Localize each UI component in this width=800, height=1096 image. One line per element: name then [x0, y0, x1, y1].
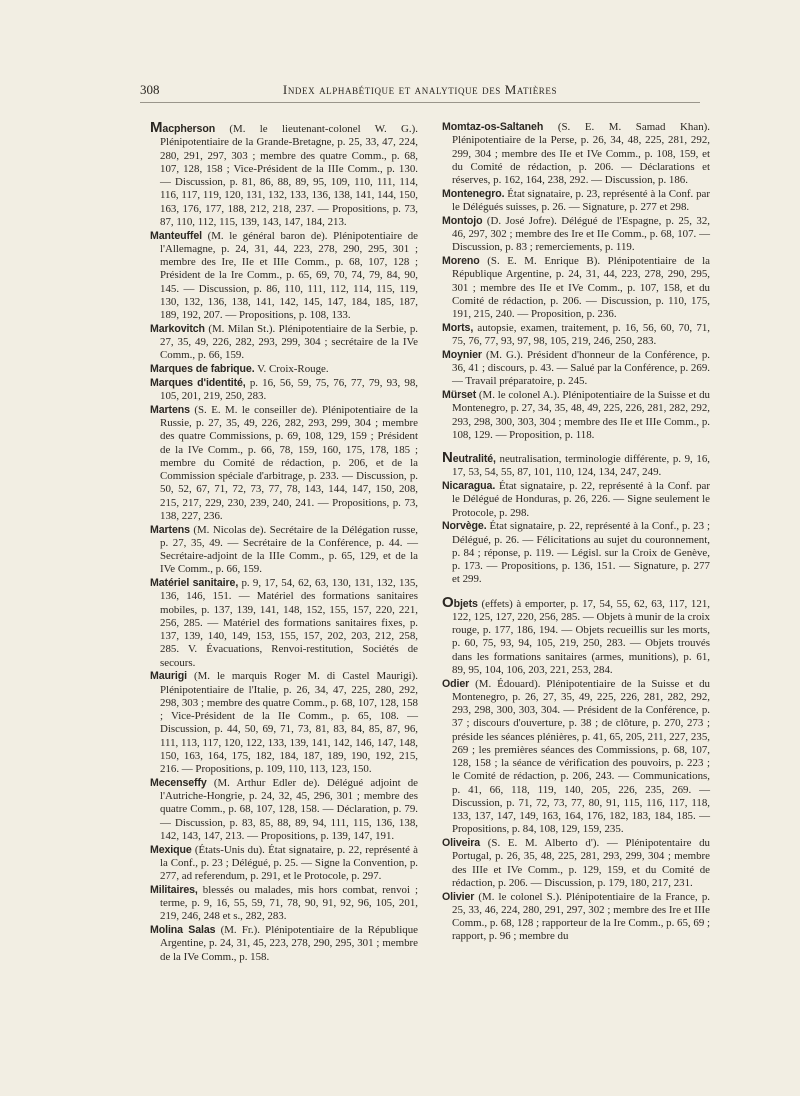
- entry-headword: [442, 215, 482, 227]
- entry-headword-text: Marques d'identité,: [150, 376, 246, 389]
- index-entry: [442, 593, 710, 678]
- index-entry: [150, 230, 418, 323]
- entry-headword-text: Martens: [150, 403, 190, 416]
- entry-headword-text: Nicaragua.: [442, 480, 496, 492]
- index-entry: [150, 524, 418, 577]
- entry-text: V. Croix-Rouge.: [254, 363, 329, 375]
- entry-headword-text: Montenegro.: [442, 187, 505, 200]
- entry-headword: [442, 520, 487, 532]
- entry-headword-text: Militaires,: [150, 883, 198, 896]
- index-entry: [150, 404, 418, 523]
- index-entry: [150, 121, 418, 229]
- section-initial: N: [442, 449, 453, 466]
- entry-headword: [150, 844, 192, 856]
- entry-text: p. 9, 17, 54, 62, 63, 130, 131, 132, 135, 136, 146, 151. — Matériel des formations sanitaires mobiles, p. 137, 139, 141, 148, 152, 155, 157, 220, 221, 256, 285. — Matériel des formations sanitaires fixes, p. 137, 139, 140, 149, 153, 155, 157, 202, 203, 212, 258, 285. V. Évacuations, Renvoi-restitution, Sociétés de secours.: [160, 577, 419, 669]
- index-entry: [442, 255, 710, 321]
- entry-headword: [442, 322, 473, 334]
- right-column: [442, 121, 710, 944]
- entry-headword-text: Martens: [150, 523, 190, 536]
- entry-headword: [442, 837, 480, 849]
- entry-headword-text: bjets: [453, 597, 478, 610]
- entry-headword-text: Moreno: [442, 255, 480, 267]
- section-initial: O: [442, 593, 454, 611]
- index-entry: [150, 884, 418, 924]
- index-entry: [442, 121, 710, 187]
- entry-headword: [442, 349, 482, 361]
- entry-headword: [150, 577, 238, 589]
- entry-headword-text: eutralité,: [452, 453, 496, 465]
- entry-headword: [442, 449, 496, 466]
- index-entry: [150, 377, 418, 404]
- index-entry: [442, 678, 710, 837]
- left-column: [150, 121, 418, 964]
- entry-headword-text: Morts,: [442, 321, 474, 334]
- entry-text: autopsie, examen, traitement, p. 16, 56, 60, 70, 71, 75, 76, 77, 93, 97, 98, 105, 219, 246, 250, 283.: [452, 321, 710, 347]
- entry-headword: [150, 323, 205, 335]
- index-entry: [442, 322, 710, 349]
- index-entry: [150, 924, 418, 964]
- entry-text: (M. Arthur Edler de). Délégué adjoint de l'Autriche-Hongrie, p. 24, 32, 45, 296, 301 ; membre des quatre Comm., p. 68, 107, 128, 158. — Déclaration, p. 79. — Discussion, p. 83, 85, 88, 89, 94, 111, 115, 136, 138, 142, 143, 147, 213. — Propositions, p. 139, 147, 191.: [160, 776, 418, 842]
- index-entry: [150, 323, 418, 363]
- index-entry: [442, 480, 710, 520]
- page-header: [140, 82, 700, 100]
- entry-headword: [442, 480, 495, 492]
- entry-headword-text: Matériel sanitaire,: [150, 577, 239, 589]
- entry-headword: [442, 389, 476, 401]
- entry-text: (M. le colonel S.). Plénipotentiaire de la France, p. 25, 33, 46, 224, 280, 291, 297, 302 ; membre des Ire et IIIe Comm., p. 68, 128 ; rapporteur de la Ire Comm., p. 65, 69 ; rapport, p. 96 ; membre du: [452, 890, 711, 943]
- entry-headword-text: Montojo: [442, 214, 483, 227]
- entry-headword-text: Olivier: [442, 890, 475, 903]
- entry-text: (S. E. M. Samad Khan). Plénipotentiaire de la Perse, p. 26, 34, 48, 225, 281, 292, 299, 304 ; membre des IIe et IVe Comm., p. 108, 159, et du Comité de rédaction, p. 206. — Déclarations et réserves, p. 162, 164, 238, 292. — Discussion, p. 186.: [452, 121, 710, 186]
- entry-text: (S. E. M. Enrique B). Plénipotentiaire de la République Argentine, p. 24, 31, 44, 223, 278, 290, 295, 301 ; membre des IIe et IVe Comm., p. 107, 158, et du Comité de rédaction, p. 206. — Discussion, p. 110, 175, 191, 215, 240. — Proposition, p. 236.: [452, 255, 710, 320]
- entry-headword: [150, 884, 198, 896]
- index-entry: [442, 837, 710, 890]
- entry-text: (effets) à emporter, p. 17, 54, 55, 62, 63, 117, 121, 122, 125, 127, 220, 256, 285. — Objets à munir de la croix rouge, p. 177, 186, 194. — Objets recueillis sur les morts, p. 60, 75, 93, 94, 105, 219, 250, 283. — Objets trouvés dans les formations sanitaires (armes, munitions), p. 61, 89, 95, 104, 106, 203, 221, 253, 284.: [452, 597, 710, 676]
- index-entry: [150, 670, 418, 776]
- entry-headword: [442, 678, 469, 690]
- entry-headword-text: Oliveira: [442, 837, 481, 849]
- entry-text: (M. le lieutenant-colonel W. G.). Plénipotentiaire de la Grande-Bretagne, p. 25, 33, 47, 224, 280, 291, 297, 303 ; membre des quatre Comm., p. 68, 107, 128, 158 ; Vice-Président de la IIIe Comm., p. 130. — Discussion, p. 81, 86, 88, 89, 95, 109, 110, 111, 114, 116, 117, 119, 120, 131, 132, 133, 136, 138, 141, 144, 150, 163, 176, 177, 188, 212, 218, 237. — Propositions, p. 73, 87, 110, 112, 115, 139, 143, 147, 184, 213.: [160, 123, 418, 228]
- entry-headword: [150, 924, 215, 936]
- entry-text: (S. E. M. Alberto d'). — Plénipotentaire du Portugal, p. 26, 35, 48, 225, 281, 293, 299, 304 ; membre des IIIe et IVe Comm., p. 129, 159, et du Comité de rédaction, p. 206. — Discussion, p. 179, 180, 217, 231.: [452, 837, 710, 889]
- entry-text: (M. G.). Président d'honneur de la Conférence, p. 36, 41 ; discours, p. 43. — Salué par la Conférence, p. 269. — Travail préparatoire, p. 245.: [452, 348, 710, 388]
- entry-headword: [150, 777, 207, 789]
- entry-headword-text: Odier: [442, 677, 470, 690]
- entry-headword-text: Molina Salas: [150, 924, 216, 936]
- entry-text: (S. E. M. le conseiller de). Plénipotentiaire de la Russie, p. 27, 35, 49, 226, 282, 293, 299, 304 ; membre des quatre Commissions, p. 69, 108, 129, 159 ; Président de la IVe Comm., p. 66, 78, 159, 160, 175, 178, 185 ; membre du Comité de rédaction, p. 206, et de la Commission spéciale d'arbitrage, p. 233. — Discussion, p. 50, 52, 67, 71, 72, 73, 77, 78, 143, 144, 147, 150, 208, 215, 217, 229, 230, 239, 240, 241. — Propositions, p. 73, 138, 227, 236.: [160, 403, 418, 522]
- entry-headword: [442, 188, 504, 200]
- index-entry: [442, 891, 710, 944]
- entry-text: p. 16, 56, 59, 75, 76, 77, 79, 93, 98, 105, 201, 219, 250, 283.: [160, 376, 418, 402]
- entry-headword: [150, 404, 190, 416]
- entry-headword: [150, 670, 187, 682]
- entry-text: (M. le colonel A.). Plénipotentiaire de la Suisse et du Montenegro, p. 27, 34, 35, 48, 49, 225, 226, 281, 282, 292, 293, 298, 300, 303, 304 ; membre des IIe et IIIe Comm., p. 108, 129. — Proposition, p. 118.: [452, 389, 710, 441]
- index-entry: [442, 389, 710, 442]
- entry-text: (États-Unis du). État signataire, p. 22, représenté à la Conf., p. 23 ; Délégué, p. 25. — Signe la Convention, p. 277, ad referendum, p. 291, et le Protocole, p. 297.: [160, 843, 418, 882]
- index-entry: [150, 363, 418, 376]
- entry-text: État signataire, p. 23, représenté à la Conf. par le Délégués suisses, p. 26. — Signature, p. 277 et 298.: [452, 187, 710, 213]
- entry-headword: [442, 255, 480, 267]
- index-entry: [442, 215, 710, 255]
- entry-text: (M. le général baron de). Plénipotentiaire de l'Allemagne, p. 24, 31, 44, 223, 278, 290, 295, 301 ; membre des Ire, IIe et IIIe Comm., p. 68, 107, 128 ; Président de la Ire Comm., p. 65, 69, 70, 74, 79, 84, 90, 145. — Discussion, p. 86, 110, 111, 112, 114, 115, 119, 130, 132, 136, 138, 141, 142, 145, 147, 184, 185, 187, 189, 192, 207. — Propositions, p. 108, 133.: [160, 229, 418, 321]
- entry-text: blessés ou malades, mis hors combat, renvoi ; terme, p. 9, 16, 55, 59, 71, 78, 90, 91, 92, 96, 105, 201, 219, 246, 248 et s., 282, 283.: [160, 883, 418, 923]
- entry-text: (D. José Jofre). Délégué de l'Espagne, p. 25, 32, 46, 297, 302 ; membre des Ire et IIe Comm., p. 68, 107. — Discussion, p. 83 ; remerciements, p. 119.: [452, 214, 710, 254]
- entry-text: neutralisation, terminologie différente, p. 9, 16, 17, 53, 54, 55, 87, 101, 110, 124, 134, 247, 249.: [452, 453, 710, 479]
- entry-text: (M. Édouard). Plénipotentiaire de la Suisse et du Montenegro, p. 26, 27, 35, 49, 225, 226, 281, 282, 292, 293, 298, 300, 303, 304. — Président de la Conférence, p. 37 ; discours d'ouverture, p. 38 ; de clôture, p. 270, 273 ; préside les séances plénières, p. 41, 65, 205, 211, 227, 235, 269 ; les premières séances des Commissions, p. 68, 107, 128, 158 ; la séance de vérification des pouvoirs, p. 223 ; le Comité de rédaction, p. 206, 243. — Communications, p. 41, 66, 118, 119, 140, 205, 226, 235, 269. — Discussion, p. 71, 72, 73, 77, 80, 91, 115, 116, 117, 118, 133, 137, 147, 149, 163, 164, 176, 182, 183, 184, 185. — Propositions, p. 84, 108, 129, 159, 235.: [452, 677, 710, 836]
- index-entry: [150, 844, 418, 884]
- index-entry: [150, 777, 418, 843]
- entry-text: État signataire, p. 22, représenté à la Conf. par le Délégué de Honduras, p. 26, 226. — Signe seulement le Protocole, p. 298.: [452, 480, 710, 519]
- entry-text: (M. Fr.). Plénipotentiaire de la République Argentine, p. 24, 31, 45, 223, 278, 290, 295, 301 ; membre de la IVe Comm., p. 158.: [160, 924, 418, 963]
- entry-headword: [150, 377, 246, 389]
- entry-headword: [150, 524, 190, 536]
- entry-headword-text: Momtaz-os-Saltaneh: [442, 121, 544, 133]
- entry-headword-text: Moynier: [442, 348, 482, 361]
- entry-headword: [150, 363, 255, 375]
- entry-text: (M. Milan St.). Plénipotentiaire de la Serbie, p. 27, 35, 49, 226, 282, 293, 299, 304 ; secrétaire de la IVe Comm., p. 66, 159.: [160, 322, 418, 362]
- entry-headword: [150, 119, 216, 136]
- entry-headword-text: Maurigi: [150, 670, 187, 683]
- header-rule: [140, 102, 700, 103]
- entry-headword-text: Markovitch: [150, 322, 205, 335]
- entry-headword-text: Marques de fabrique.: [150, 363, 255, 375]
- entry-headword: [442, 121, 543, 133]
- entry-headword-text: Manteuffel: [150, 229, 202, 242]
- entry-headword-text: Mexique: [150, 843, 192, 856]
- entry-headword-text: Mecenseffy: [150, 776, 207, 789]
- entry-headword-text: Norvège.: [442, 520, 487, 533]
- entry-headword-text: Mürset: [442, 389, 477, 401]
- index-entry: [442, 451, 710, 480]
- entry-headword: [442, 593, 478, 611]
- running-title: Index alphabétique et analytique des Matières: [282, 82, 558, 97]
- entry-headword: [150, 230, 202, 242]
- entry-text: (M. Nicolas de). Secrétaire de la Délégation russe, p. 27, 35, 49. — Secrétaire de la Conférence, p. 44. — Secrétaire-adjoint de la IIIe Comm., p. 65, 129, et de la IVe Comm., p. 66, 159.: [160, 523, 418, 576]
- index-entry: [442, 520, 710, 586]
- entry-headword-text: acpherson: [162, 123, 216, 135]
- entry-headword: [442, 891, 474, 903]
- index-entry: [150, 577, 418, 670]
- section-initial: M: [150, 119, 163, 136]
- entry-text: État signataire, p. 22, représenté à la Conf., p. 23 ; Délégué, p. 26. — Félicitations au sujet du couronnement, p. 84 ; réponse, p. 119. — Législ. sur la Croix de Genève, p. 173. — Propositions, p. 136, 151. — Signature, p. 277 et 299.: [452, 520, 710, 586]
- entry-text: (M. le marquis Roger M. di Castel Maurigi). Plénipotentiaire de l'Italie, p. 26, 34, 47, 225, 280, 292, 298, 303 ; membre des quatre Comm., p. 68, 107, 128, 158 ; Vice-Président de la IIe Comm., p. 65, 108. — Discussion, p. 44, 50, 69, 71, 73, 81, 83, 84, 85, 87, 96, 111, 113, 117, 120, 122, 133, 139, 141, 142, 146, 147, 148, 150, 163, 164, 175, 182, 184, 187, 189, 190, 192, 215, 216. — Propositions, p. 109, 110, 113, 123, 150.: [160, 670, 418, 775]
- index-entry: [442, 349, 710, 389]
- page-number: 308: [140, 82, 160, 97]
- index-entry: [442, 188, 710, 215]
